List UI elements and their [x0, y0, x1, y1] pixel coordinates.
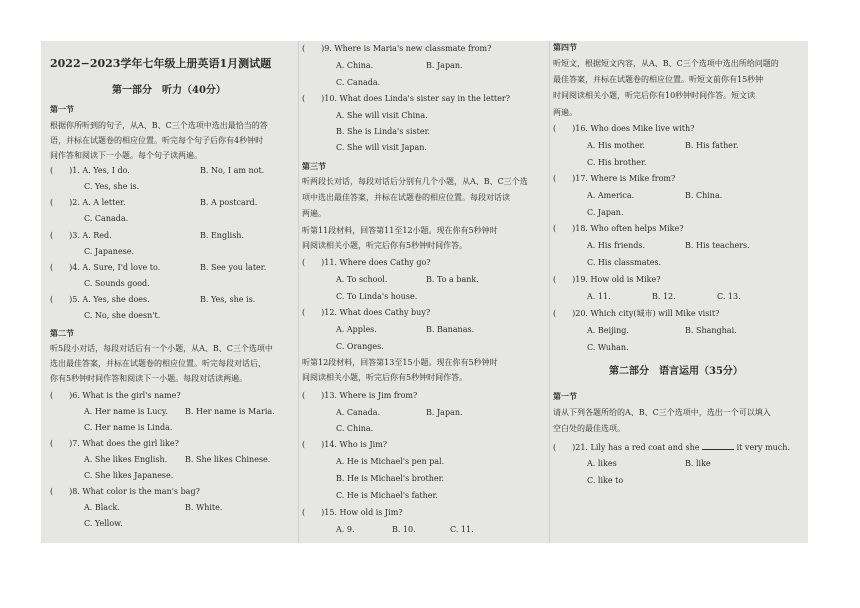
section2-instruction: 听5段小对话，每段对话后有一个小题，从A、B、C三个选项中 — [50, 344, 273, 353]
option-a: A. She will visit China. — [336, 111, 428, 120]
question-4: ( )4. A. Sure, I'd love to. — [50, 263, 161, 272]
option-b: B. See you later. — [200, 263, 267, 272]
option-c: C. His brother. — [587, 158, 647, 167]
option-b: B. 10. — [392, 525, 416, 534]
section4-instruction: 时间阅读相关小题，听完后你有10秒钟时间作答。短文读 — [553, 91, 756, 100]
option-c: C. She likes Japanese. — [84, 471, 174, 480]
answer-blank — [702, 442, 734, 450]
dialogue11-instruction: 间阅读相关小题，听完后你有5秒钟时间作答。 — [302, 241, 468, 250]
option-b: B. Japan. — [426, 408, 463, 417]
dialogue12-instruction: 间阅读相关小题，听完后你有5秒钟时间作答。 — [302, 373, 468, 382]
section1-instruction: 语，并标在试题卷的相应位置。听完每个句子后你有4秒钟时 — [50, 136, 264, 145]
column-middle — [302, 41, 547, 543]
section3-instruction: 项中选出最佳答案，并标在试题卷的相应位置。每段对话读 — [302, 193, 510, 202]
option-a: A. His friends. — [587, 241, 646, 250]
question-7: ( )7. What does the girl like? — [50, 439, 179, 448]
option-a: A. Beijing. — [587, 326, 629, 335]
question-3: ( )3. A. Red. — [50, 231, 112, 240]
question-20: ( )20. Which city(城市) will Mike visit? — [553, 309, 720, 318]
exam-paper — [41, 41, 808, 543]
section3-instruction: 两遍。 — [302, 209, 326, 218]
option-b: B. His father. — [685, 141, 739, 150]
section3-instruction: 听两段长对话，每段对话后分别有几个小题，从A、B、C三个选 — [302, 177, 528, 186]
option-b: B. She likes Chinese. — [185, 455, 271, 464]
question-21 — [553, 442, 790, 453]
option-b: B. His teachers. — [685, 241, 750, 250]
option-c: C. Her name is Linda. — [84, 423, 173, 432]
option-b: B. A postcard. — [200, 198, 258, 207]
option-a: A. America. — [587, 191, 635, 200]
option-a: A. 9. — [336, 525, 355, 534]
option-b: B. He is Michael's brother. — [336, 474, 445, 483]
option-c: C. Canada. — [336, 78, 381, 87]
option-b: B. Shanghai. — [685, 326, 737, 335]
section3-heading: 第三节 — [302, 161, 326, 171]
section1-instruction: 根据你所听到的句子，从A、B、C三个选项中选出最恰当的答 — [50, 121, 268, 130]
option-a: A. His mother. — [587, 141, 646, 150]
question-17: ( )17. Where is Mike from? — [553, 174, 676, 183]
option-c: C. Japan. — [587, 208, 624, 217]
question-15: ( )15. How old is Jim? — [302, 508, 403, 517]
question-11: ( )11. Where does Cathy go? — [302, 258, 431, 267]
option-a: A. Apples. — [336, 325, 377, 334]
option-c: C. Japanese. — [84, 247, 135, 256]
option-b: B. To a bank. — [426, 275, 479, 284]
option-c: C. Yes, she is. — [84, 182, 140, 191]
option-c: C. She will visit Japan. — [336, 143, 427, 152]
question-18: ( )18. Who often helps Mike? — [553, 224, 684, 233]
section2-instruction: 选出最佳答案，并标在试题卷的相应位置。听完每段对话后， — [50, 359, 266, 368]
option-b: B. Yes, she is. — [200, 295, 256, 304]
question-6: ( )6. What is the girl's name? — [50, 391, 181, 400]
dialogue12-instruction: 听第12段材料，回答第13至15小题。现在你有5秒钟时 — [302, 358, 498, 367]
option-b: B. China. — [685, 191, 723, 200]
column-divider — [298, 41, 299, 543]
section2-heading: 第二节 — [50, 328, 74, 338]
part2-section1-instruction: 请从下列各题所给的A、B、C三个选项中，选出一个可以填入 — [553, 408, 771, 417]
option-a: A. Her name is Lucy. — [84, 407, 168, 416]
option-a: A. 11. — [587, 292, 611, 301]
part2-heading: 第二部分 语言运用（35分） — [609, 366, 743, 377]
question-5: ( )5. A. Yes, she does. — [50, 295, 150, 304]
option-b: B. like — [685, 459, 711, 468]
section2-instruction: 你有5秒钟时间作答和阅读下一小题。每段对话读两遍。 — [50, 374, 248, 383]
option-c: C. 13. — [717, 292, 741, 301]
part2-section1-instruction: 空白处的最佳选项。 — [553, 424, 625, 433]
column-right — [553, 41, 803, 543]
option-a: A. Canada. — [336, 408, 381, 417]
question-1: ( )1. A. Yes, I do. — [50, 166, 130, 175]
option-a: A. He is Michael's pen pal. — [336, 457, 445, 466]
option-c: C. 11. — [450, 525, 474, 534]
question-9: ( )9. Where is Maria's new classmate from? — [302, 44, 492, 53]
question-16: ( )16. Who does Mike live with? — [553, 124, 695, 133]
part1-heading: 第一部分 听力（40分） — [112, 85, 226, 96]
column-left — [50, 41, 295, 543]
option-c: C. Canada. — [84, 214, 129, 223]
option-c: C. Wuhan. — [587, 343, 629, 352]
question-2: ( )2. A. A letter. — [50, 198, 126, 207]
option-c: C. He is Michael's father. — [336, 491, 438, 500]
option-c: C. like to — [587, 476, 624, 485]
section4-instruction: 两遍。 — [553, 108, 577, 117]
option-a: A. likes — [587, 459, 617, 468]
section1-instruction: 间作答和阅读下一小题。每个句子读两遍。 — [50, 151, 202, 160]
option-c: C. To Linda's house. — [336, 292, 418, 301]
section4-heading: 第四节 — [553, 42, 577, 52]
option-c: C. No, she doesn't. — [84, 311, 161, 320]
option-b: B. Bananas. — [426, 325, 475, 334]
question-21-stem-end: it very much. — [736, 443, 790, 452]
section1-heading: 第一节 — [50, 104, 74, 114]
option-c: C. His classmates. — [587, 258, 662, 267]
option-c: C. Yellow. — [84, 519, 123, 528]
question-19: ( )19. How old is Mike? — [553, 275, 661, 284]
question-14: ( )14. Who is Jim? — [302, 440, 388, 449]
option-b: B. No, I am not. — [200, 166, 265, 175]
question-12: ( )12. What does Cathy buy? — [302, 308, 431, 317]
column-divider — [549, 41, 550, 543]
question-8: ( )8. What color is the man's bag? — [50, 487, 200, 496]
option-b: B. Her name is Maria. — [185, 407, 275, 416]
option-b: B. Japan. — [426, 61, 463, 70]
option-b: B. White. — [185, 503, 223, 512]
option-b: B. English. — [200, 231, 244, 240]
section4-instruction: 听短文，根据短文内容，从A、B、C三个选项中选出所给问题的 — [553, 59, 779, 68]
option-a: A. China. — [336, 61, 374, 70]
option-c: C. Oranges. — [336, 342, 384, 351]
part2-section1-heading: 第一节 — [553, 391, 577, 401]
option-a: A. She likes English. — [84, 455, 168, 464]
dialogue11-instruction: 听第11段材料，回答第11至12小题。现在你有5秒钟时 — [302, 226, 498, 235]
option-b: B. 12. — [652, 292, 676, 301]
question-13: ( )13. Where is Jim from? — [302, 391, 418, 400]
section4-instruction: 最佳答案，并标在试题卷的相应位置。听短文前你有15秒钟 — [553, 75, 764, 84]
question-10: ( )10. What does Linda's sister say in the letter? — [302, 94, 510, 103]
option-a: A. To school. — [336, 275, 388, 284]
option-c: C. Sounds good. — [84, 279, 150, 288]
exam-title: 2022−2023学年七年级上册英语1月测试题 — [50, 57, 272, 70]
option-a: A. Black. — [84, 503, 120, 512]
question-21-stem: ( )21. Lily has a red coat and she — [553, 443, 700, 452]
option-b: B. She is Linda's sister. — [336, 127, 431, 136]
option-c: C. China. — [336, 424, 374, 433]
